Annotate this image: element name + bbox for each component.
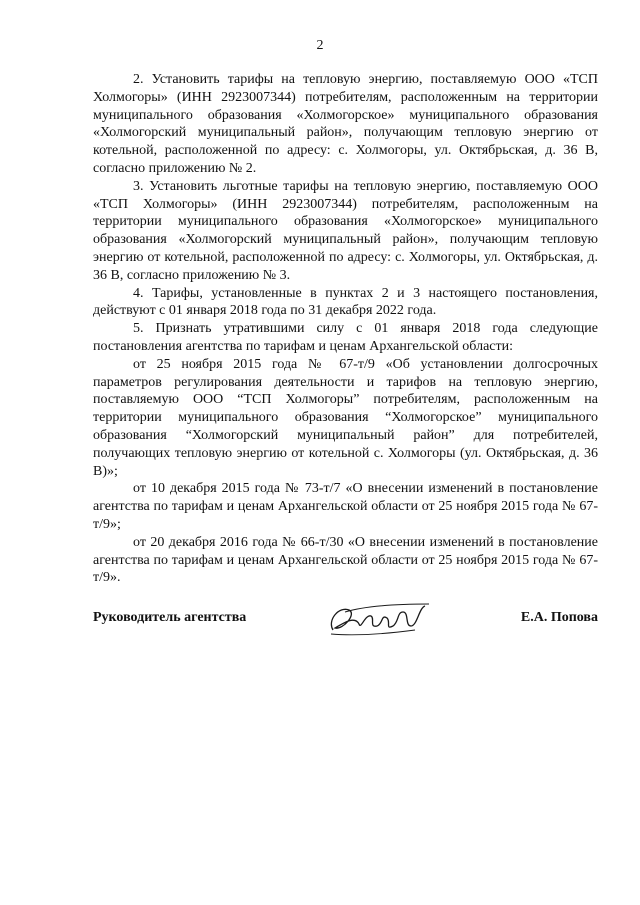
paragraph-item-3: 3. Установить льготные тарифы на тепловую энергию, поставляемую ООО «ТСП Холмогоры» (ИНН 2923007344) потребителям, расположенным на территории муниципального образования «Холмогорское» муниципального образования «Холмогорский муниципальный район», получающим тепловую энергию от котельной, расположенной по адресу: с. Холмогоры, ул. Октябрьская, д. 36 В, согласно приложению № 3. <box>93 178 598 283</box>
signatory-title: Руководитель агентства <box>93 610 247 625</box>
paragraph-item-5: 5. Признать утратившими силу с 01 января 2018 года следующие постановления агентства по тарифам и ценам Архангельской области: <box>93 321 598 354</box>
paragraph-item-4: 4. Тарифы, установленные в пунктах 2 и 3 настоящего постановления, действуют с 01 января 2018 года по 31 декабря 2022 года. <box>93 285 598 319</box>
repealed-act-1: от 25 ноября 2015 года № 67-т/9 «Об установлении долгосрочных параметров регулирования деятельности и тарифов на тепловую энергию, поставляемую ООО “ТСП Холмогоры” потребителям, расположенным на территории муниципального образования “Холмогорское” муниципального образования “Холмогорский муниципальный район” для потребителей, получающих тепловую энергию от котельной с. Холмогоры (ул. Октябрьская, д. 36 В)»; <box>93 356 598 479</box>
paragraph-item-2: 2. Установить тарифы на тепловую энергию, поставляемую ООО «ТСП Холмогоры» (ИНН 2923007344) потребителям, расположенным на территории муниципального образования «Холмогорское» муниципального образования «Холмогорский муниципальный район», получающим тепловую энергию от котельной, расположенной по адресу: с. Холмогоры, ул. Октябрьская, д. 36 В, согласно приложению № 2. <box>93 72 598 176</box>
handwritten-signature <box>325 600 435 640</box>
signatory-name: Е.А. Попова <box>520 610 598 625</box>
document-body <box>93 71 598 587</box>
page-number: 2 <box>316 38 324 53</box>
repealed-act-2: от 10 декабря 2015 года № 73-т/7 «О внесении изменений в постановление агентства по тарифам и ценам Архангельской области от 25 ноября 2015 года № 67-т/9»; <box>93 481 598 532</box>
repealed-act-3: от 20 декабря 2016 года № 66-т/30 «О внесении изменений в постановление агентства по тарифам и ценам Архангельской области от 25 ноября 2015 года № 67-т/9». <box>93 534 598 586</box>
signature-block <box>93 606 598 646</box>
